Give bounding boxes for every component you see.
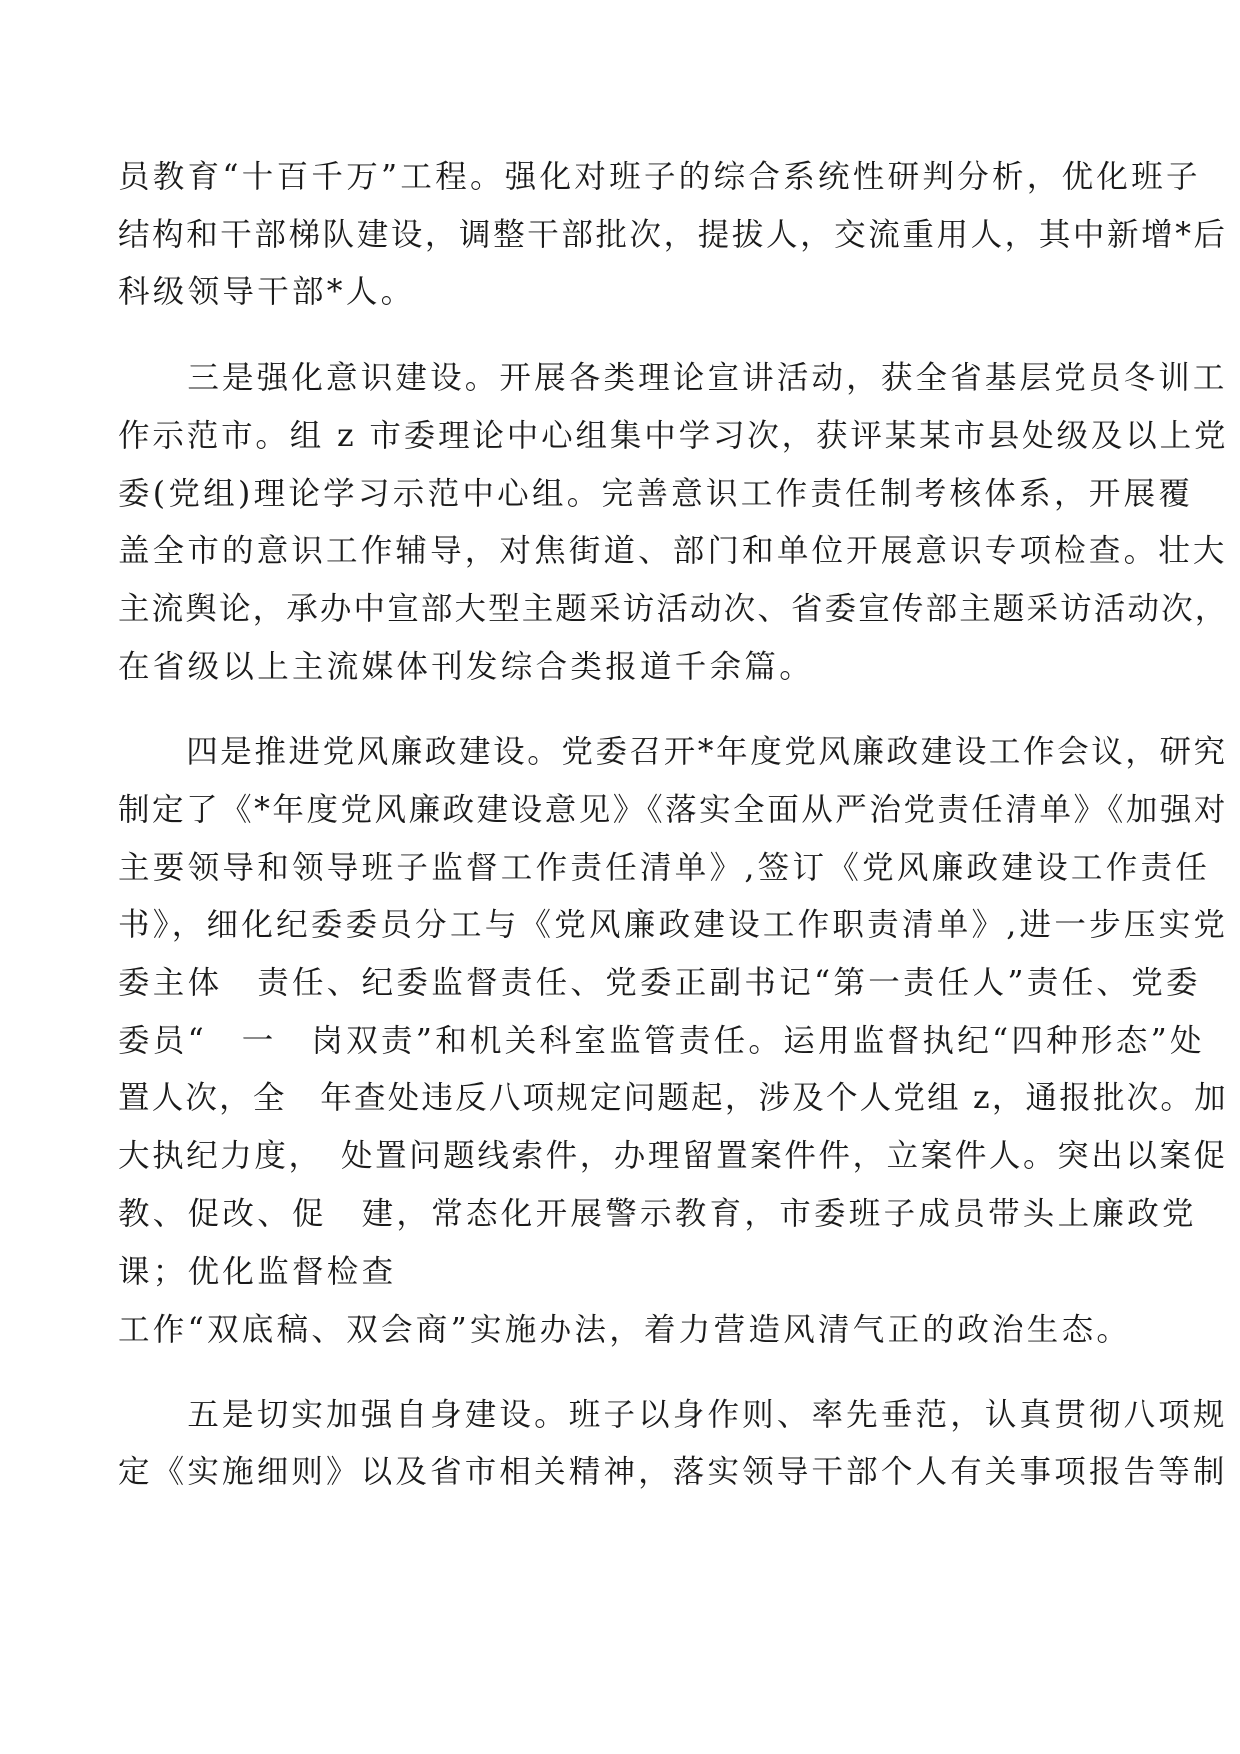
text-line: 结构和干部梯队建设，调整干部批次，提拔人，交流重用人，其中新增*后: [118, 217, 1228, 253]
text-line: 课；优化监督检查: [118, 1254, 397, 1290]
text-line: 委员“ 一 岗双责”和机关科室监管责任。运用监督执纪“四种形态”处: [118, 1023, 1205, 1059]
text-line: 三是强化意识建设。开展各类理论宣讲活动，获全省基层党员冬训工: [118, 360, 1228, 396]
text-line: 科级领导干部*人。: [118, 274, 416, 310]
text-line: 制定了《*年度党风廉政建设意见》《落实全面从严治党责任清单》《加强对: [118, 792, 1228, 828]
text-line: 四是推进党风廉政建设。党委召开*年度党风廉政建设工作会议，研究: [118, 734, 1228, 770]
text-line: 主流舆论，承办中宣部大型主题采访活动次、省委宣传部主题采访活动次，: [118, 591, 1229, 627]
text-line: 书》，细化纪委委员分工与《党风廉政建设工作职责清单》,进一步压实党: [118, 907, 1229, 943]
text-line: 委主体 责任、纪委监督责任、党委正副书记“第一责任人”责任、党委: [118, 965, 1201, 1001]
text-line: 盖全市的意识工作辅导，对焦街道、部门和单位开展意识专项检查。壮大: [118, 533, 1228, 569]
text-line: 员教育“十百千万”工程。强化对班子的综合系统性研判分析，优化班子: [118, 159, 1201, 195]
text-line: 在省级以上主流媒体刊发综合类报道千余篇。: [118, 649, 815, 685]
text-line: 工作“双底稿、双会商”实施办法，着力营造风清气正的政治生态。: [118, 1312, 1132, 1348]
text-line: 教、促改、促 建，常态化开展警示教育，市委班子成员带头上廉政党: [118, 1196, 1197, 1232]
text-line: 大执纪力度， 处置问题线索件，办理留置案件件，立案件人。突出以案促: [118, 1138, 1228, 1174]
text-line: 主要领导和领导班子监督工作责任清单》,签订《党风廉政建设工作责任: [118, 850, 1211, 886]
text-line: 作示范市。组 z 市委理论中心组集中学习次，获评某某市县处级及以上党: [118, 418, 1229, 454]
text-line: 置人次，全 年查处违反八项规定问题起，涉及个人党组 z，通报批次。加: [118, 1080, 1228, 1116]
text-line: 委(党组)理论学习示范中心组。完善意识工作责任制考核体系，开展覆: [118, 476, 1194, 512]
text-line: 五是切实加强自身建设。班子以身作则、率先垂范，认真贯彻八项规: [118, 1397, 1228, 1433]
text-line: 定《实施细则》以及省市相关精神，落实领导干部个人有关事项报告等制: [118, 1454, 1228, 1490]
